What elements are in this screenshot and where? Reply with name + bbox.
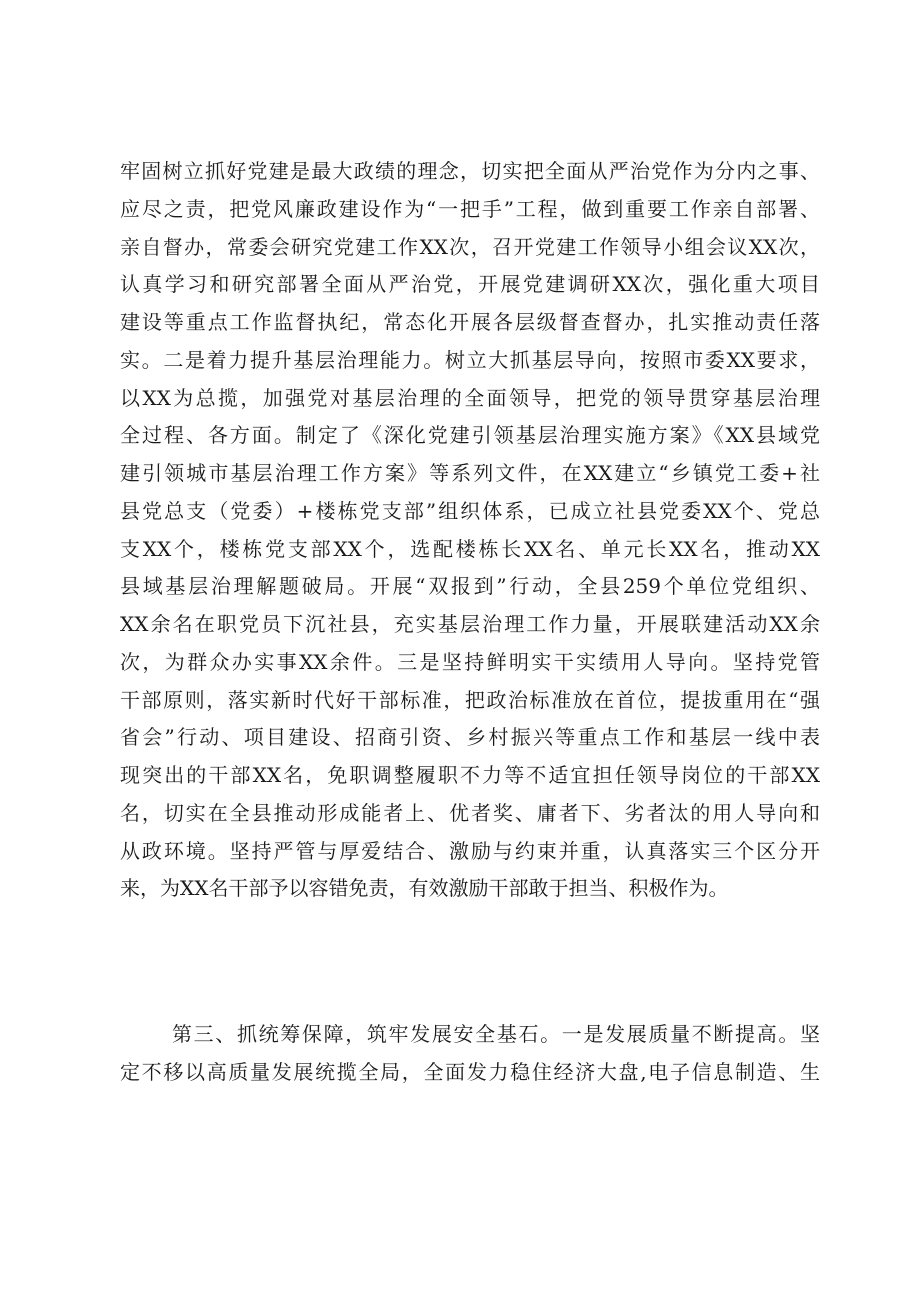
text-line: 实。二是着力提升基层治理能力。树立大抓基层导向，按照市委XX要求，: [120, 347, 820, 372]
text-line: XX余名在职党员下沉社县，充实基层治理工作力量，开展联建活动XX余: [120, 612, 820, 636]
paragraph-1: [120, 153, 820, 908]
text-line: 支XX个，楼栋党支部XX个，选配楼栋长XX名、单元长XX名，推动XX: [120, 536, 820, 561]
text-line: 现突出的干部XX名，免职调整履职不力等不适宜担任领导岗位的干部XX: [120, 763, 820, 787]
text-line: 全过程、各方面。制定了《深化党建引领基层治理实施方案》《XX县域党: [120, 423, 820, 448]
text-line: 来，为XX名干部予以容错免责，有效激励干部敢于担当、积极作为。: [120, 876, 729, 901]
text-line: 建设等重点工作监督执纪，常态化开展各层级督查督办，扎实推动责任落: [120, 310, 820, 334]
paragraph-2: [120, 1016, 820, 1092]
text-line: 次，为群众办实事XX余件。三是坚持鲜明实干实绩用人导向。坚持党管: [120, 649, 820, 674]
text-line: 以XX为总揽，加强党对基层治理的全面领导，把党的领导贯穿基层治理: [120, 385, 820, 410]
text-line: 牢固树立抓好党建是最大政绩的理念，切实把全面从严治党作为分内之事、: [120, 159, 820, 183]
text-line: 第三、抓统筹保障，筑牢发展安全基石。一是发展质量不断提高。坚: [172, 1022, 820, 1046]
text-line: 认真学习和研究部署全面从严治党，开展党建调研XX次，强化重大项目: [120, 272, 820, 297]
text-line: 建引领城市基层治理工作方案》等系列文件，在XX建立“乡镇党工委+社: [120, 461, 820, 485]
text-line: 定不移以高质量发展统揽全局，全面发力稳住经济大盘,电子信息制造、生: [120, 1059, 820, 1084]
text-line: 应尽之责，把党风廉政建设作为“一把手”工程，做到重要工作亲自部署、: [120, 196, 820, 221]
text-line: 亲自督办，常委会研究党建工作XX次，召开党建工作领导小组会议XX次，: [120, 234, 820, 259]
text-line: 省会”行动、项目建设、招商引资、乡村振兴等重点工作和基层一线中表: [120, 725, 820, 750]
text-line: 名，切实在全县推动形成能者上、优者奖、庸者下、劣者汰的用人导向和: [120, 800, 820, 825]
text-line: 县党总支（党委）+楼栋党支部”组织体系，已成立社县党委XX个、党总: [120, 498, 820, 523]
text-line: 县域基层治理解题破局。开展“双报到”行动，全县259个单位党组织、: [120, 574, 820, 599]
text-line: 干部原则，落实新时代好干部标准，把政治标准放在首位，提拔重用在“强: [120, 687, 820, 712]
text-line: 从政环境。坚持严管与厚爱结合、激励与约束并重，认真落实三个区分开: [120, 838, 820, 863]
